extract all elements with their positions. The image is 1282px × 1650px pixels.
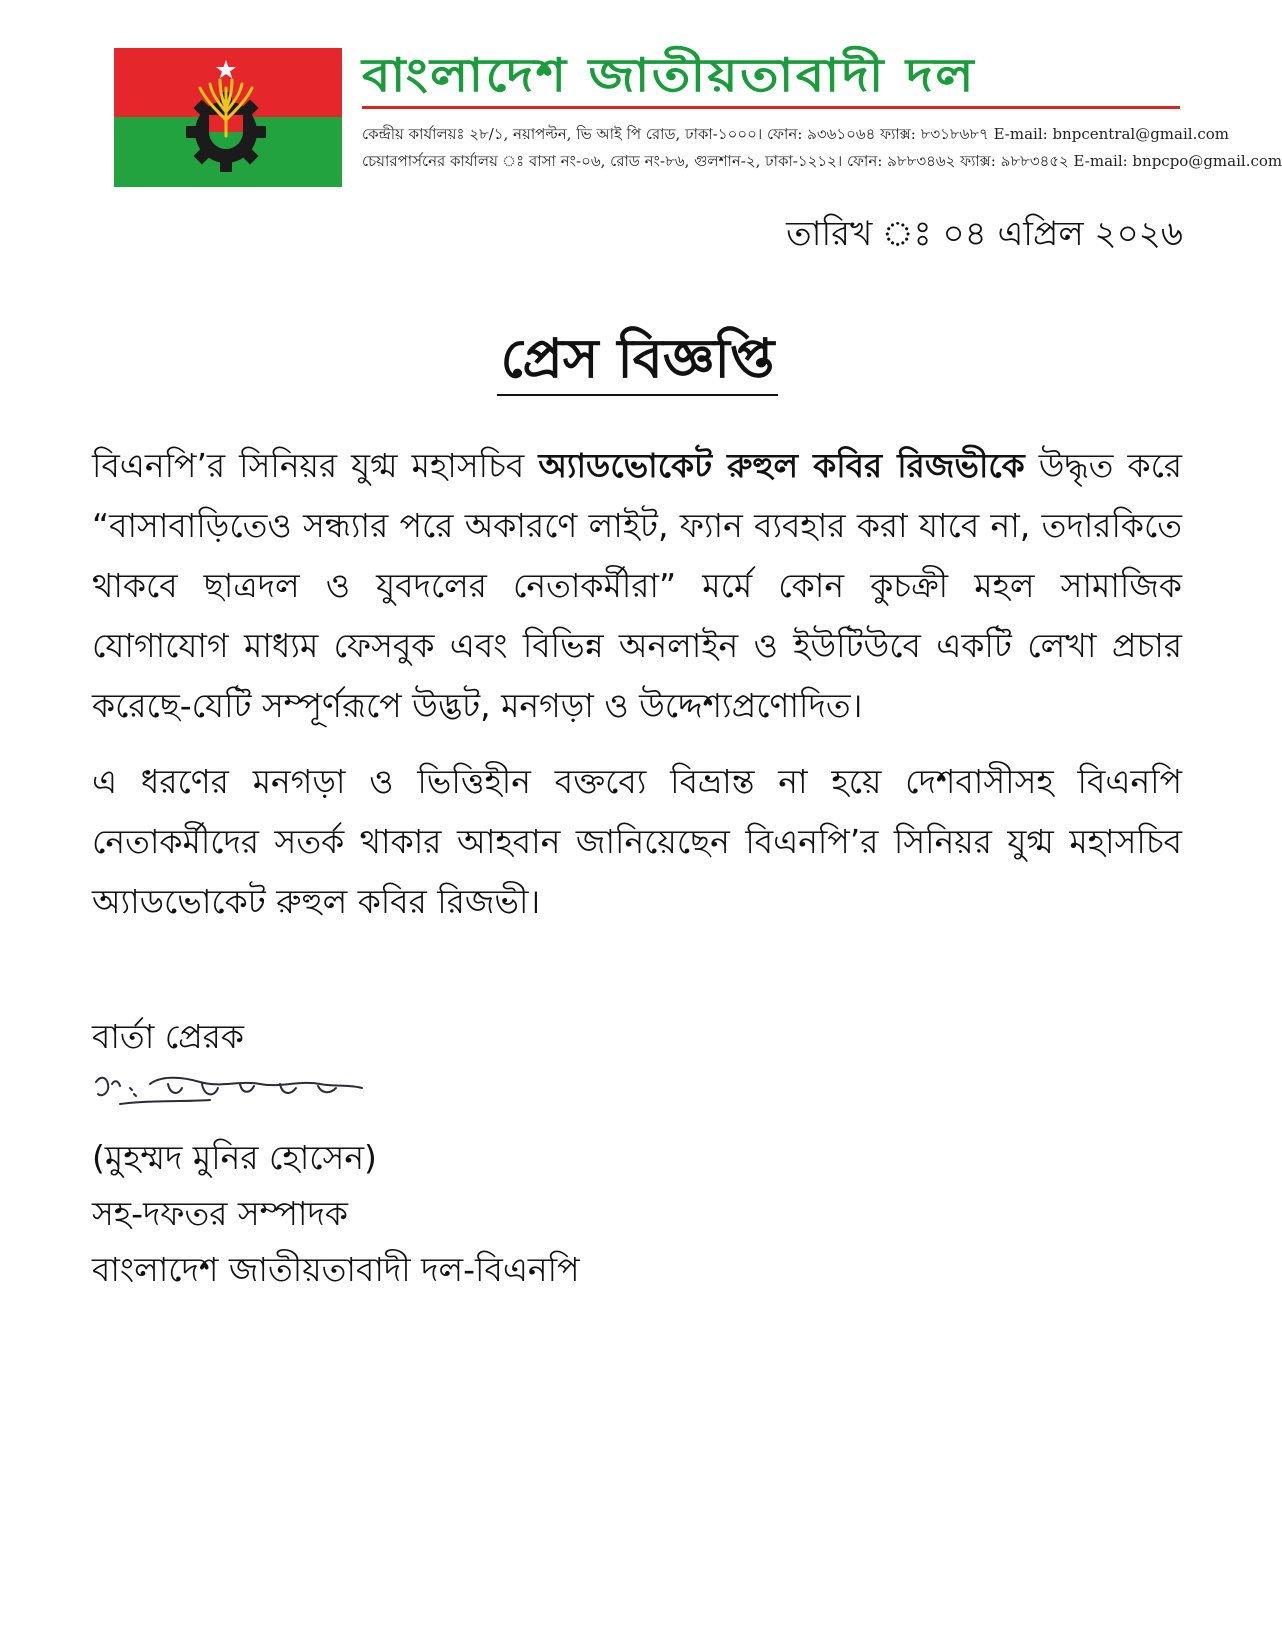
party-flag-logo — [114, 48, 342, 187]
chairperson-office-address: চেয়ারপার্সনের কার্যালয় ঃ বাসা নং-০৬, রোড নং-৮৬, গুলশান-২, ঢাকা-১২১২। ফোন: ৯৮৮৩৪৬২ ফ্যাক্স: ৯৮৮৩৪৫২ E-mail: bnpcpo@gmail.com — [362, 152, 1282, 170]
paragraph-2: এ ধরণের মনগড়া ও ভিত্তিহীন বক্তব্যে বিভ্রান্ত না হয়ে দেশবাসীসহ বিএনপি নেতাকর্মীদের সতর্ক থাকার আহবান জানিয়েছেন বিএনপি’র সিনিয়র যুগ্ম মহাসচিব অ্যাডভোকেট রুহুল কবির রিজভী। — [92, 762, 1182, 921]
document-title: প্রেস বিজ্ঞপ্তি — [497, 326, 779, 396]
signatory-block — [92, 1130, 579, 1298]
sender-label: বার্তা প্রেরক — [92, 1017, 245, 1056]
signatory-organization: বাংলাদেশ জাতীয়তাবাদী দল-বিএনপি — [92, 1250, 580, 1289]
paragraph-1-lead: বিএনপি’র সিনিয়র যুগ্ম মহাসচিব — [92, 446, 539, 485]
paragraph-1 — [92, 436, 1182, 736]
central-office-address: কেন্দ্রীয় কার্যালয়ঃ ২৮/১, নয়াপল্টন, ভি আই পি রোড, ঢাকা-১০০০। ফোন: ৯৩৬১০৬৪ ফ্যাক্স: ৮৩১৮৬৮৭ E-mail: bnpcentral@gmail.com — [362, 125, 1229, 143]
signatory-name: (মুহম্মদ মুনির হোসেন) — [92, 1138, 377, 1177]
paragraph-1-name: অ্যাডভোকেট রুহুল কবির রিজভীকে — [538, 446, 1025, 485]
paragraph-1-rest: উদ্ধৃত করে “বাসাবাড়িতেও সন্ধ্যার পরে অকারণে লাইট, ফ্যান ব্যবহার করা যাবে না, তদারকিতে থাকবে ছাত্রদল ও যুবদলের নেতাকর্মীরা” মর্মে কোন কুচক্রী মহল সামাজিক যোগাযোগ মাধ্যম ফেসবুক এবং বিভিন্ন অনলাইন ও ইউটিউবে একটি লেখা প্রচার করেছে-যেটি সম্পূর্ণরূপে উদ্ভট, মনগড়া ও উদ্দেশ্যপ্রণোদিত। — [92, 446, 1182, 725]
press-release-body — [92, 436, 1182, 948]
letterhead — [114, 48, 1282, 189]
header-rule — [362, 106, 1180, 109]
handwritten-signature — [90, 1054, 390, 1124]
document-date: তারিখ ঃ ০৪ এপ্রিল ২০২৬ — [786, 214, 1183, 254]
title-wrapper — [0, 326, 1275, 396]
org-name: বাংলাদেশ জাতীয়তাবাদী দল — [362, 48, 976, 102]
signatory-designation: সহ-দফতর সম্পাদক — [92, 1194, 348, 1233]
